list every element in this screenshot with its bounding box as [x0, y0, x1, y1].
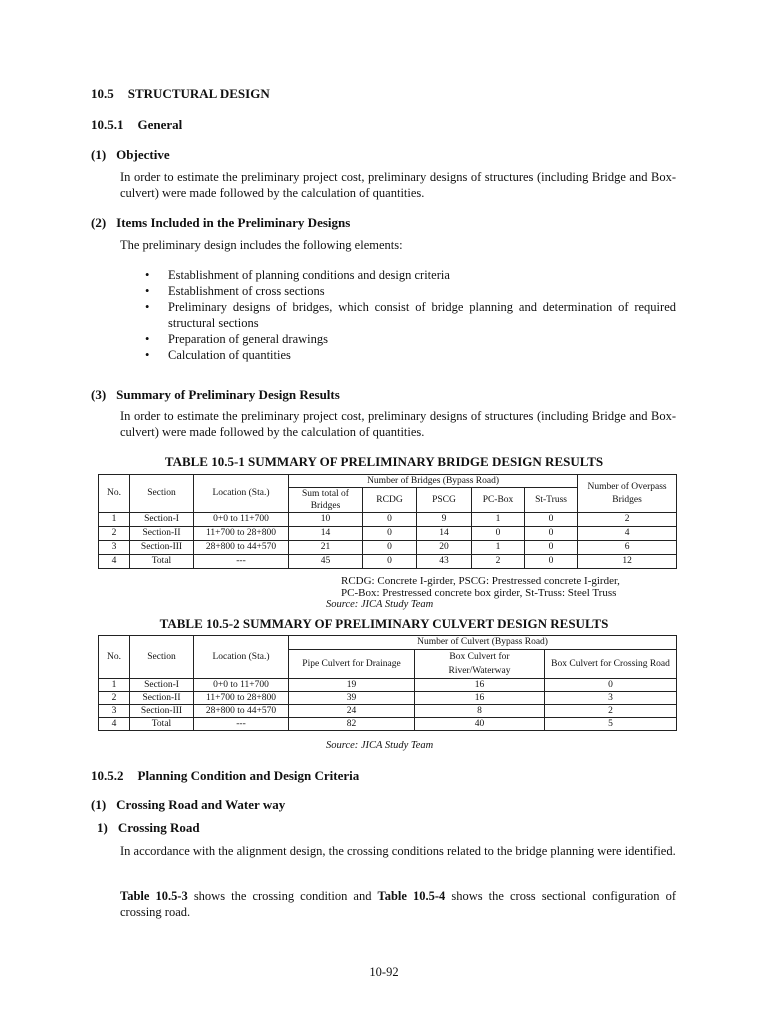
cell: --- — [194, 718, 289, 731]
cell: 4 — [578, 527, 677, 541]
cell: 16 — [415, 692, 545, 705]
cell: 20 — [417, 541, 472, 555]
section-heading: 10.5 STRUCTURAL DESIGN — [91, 86, 270, 101]
table1-source: Source: JICA Study Team — [326, 599, 434, 610]
cell: 0 — [363, 513, 417, 527]
cell: 11+700 to 28+800 — [194, 692, 289, 705]
col-header-rcdg: RCDG — [363, 488, 417, 513]
cell: 9 — [417, 513, 472, 527]
cell: 0 — [363, 527, 417, 541]
cell: 1 — [99, 679, 130, 692]
table2-title: TABLE 10.5-2 SUMMARY OF PRELIMINARY CULVERT DESIGN RESULTS — [159, 616, 609, 631]
col-header-box-crossing: Box Culvert for Crossing Road — [545, 650, 677, 679]
cell: 0 — [525, 513, 578, 527]
cell: 43 — [417, 555, 472, 569]
table-row — [99, 555, 677, 569]
page-number: 10-92 — [369, 965, 399, 979]
cell: 2 — [545, 705, 677, 718]
cell: 2 — [99, 692, 130, 705]
cell: 6 — [578, 541, 677, 555]
cell: 0 — [363, 555, 417, 569]
table-row — [99, 513, 677, 527]
cell: 0 — [525, 541, 578, 555]
cell: 0 — [545, 679, 677, 692]
col-header-struss: St-Truss — [525, 488, 578, 513]
items-heading: (2) Items Included in the Preliminary Designs — [91, 215, 351, 230]
col-header-no: No. — [99, 475, 130, 513]
cell: 0+0 to 11+700 — [194, 679, 289, 692]
table-row — [99, 718, 677, 731]
cell: 3 — [545, 692, 677, 705]
cell: 3 — [99, 705, 130, 718]
cell: Section-II — [130, 527, 194, 541]
cell: 45 — [289, 555, 363, 569]
cell: 11+700 to 28+800 — [194, 527, 289, 541]
cell: 19 — [289, 679, 415, 692]
cell: 14 — [289, 527, 363, 541]
table1-title: TABLE 10.5-1 SUMMARY OF PRELIMINARY BRIDGE DESIGN RESULTS — [164, 454, 604, 469]
col-header-group: Number of Bridges (Bypass Road) — [289, 475, 578, 488]
crossing-road-text: In accordance with the alignment design, the crossing conditions related to the bridge planning were identified. — [120, 844, 676, 858]
cell: Total — [130, 555, 194, 569]
cell: Section-I — [130, 513, 194, 527]
col-header-overpass: Number of Overpass Bridges — [578, 475, 677, 513]
list-item: • Preparation of general drawings — [145, 332, 329, 346]
list-item: • Establishment of planning conditions and design criteria — [145, 268, 450, 282]
cell: 82 — [289, 718, 415, 731]
col-header-pcbox: PC-Box — [472, 488, 525, 513]
bridge-summary-table — [98, 474, 677, 569]
cell: 1 — [472, 541, 525, 555]
cell: 0 — [472, 527, 525, 541]
subsection2-heading: 10.5.2 Planning Condition and Design Criteria — [91, 768, 360, 783]
cell: --- — [194, 555, 289, 569]
col-header-box-river: Box Culvert for River/Waterway — [415, 650, 545, 679]
crossing-road-heading: 1) Crossing Road — [97, 820, 200, 835]
cell: 12 — [578, 555, 677, 569]
list-item: • Establishment of cross sections — [145, 284, 325, 298]
col-header-location: Location (Sta.) — [194, 475, 289, 513]
bullet-list — [145, 267, 676, 363]
table1-note-1: RCDG: Concrete I-girder, PSCG: Prestressed concrete I-girder, — [341, 575, 620, 587]
cell: Total — [130, 718, 194, 731]
table-row — [99, 527, 677, 541]
cell: 28+800 to 44+570 — [194, 705, 289, 718]
cell: 39 — [289, 692, 415, 705]
table-ref-link: Table 10.5-3 — [120, 889, 188, 903]
cell: 8 — [415, 705, 545, 718]
cell: 16 — [415, 679, 545, 692]
cell: 10 — [289, 513, 363, 527]
col-header-pscg: PSCG — [417, 488, 472, 513]
cell: Section-II — [130, 692, 194, 705]
table1-note-2: PC-Box: Prestressed concrete box girder, St-Truss: Steel Truss — [341, 587, 617, 599]
cell: 0 — [363, 541, 417, 555]
cell: 1 — [99, 513, 130, 527]
col-header-pipe: Pipe Culvert for Drainage — [289, 650, 415, 679]
col-header-group: Number of Culvert (Bypass Road) — [289, 636, 677, 650]
summary-text: In order to estimate the preliminary project cost, preliminary designs of structures (including Bridge and Box-culvert) were made followed by the calculation of quantities. — [120, 409, 676, 439]
table-row — [99, 705, 677, 718]
list-item: • Preliminary designs of bridges, which consist of bridge planning and determination of required structural sections — [145, 300, 676, 330]
cell: 2 — [578, 513, 677, 527]
crossing-heading: (1) Crossing Road and Water way — [91, 797, 286, 812]
objective-text: In order to estimate the preliminary project cost, preliminary designs of structures (including Bridge and Box-culvert) were made followed by the calculation of quantities. — [120, 170, 676, 200]
cell: 3 — [99, 541, 130, 555]
table-row — [99, 541, 677, 555]
subsection-heading: 10.5.1 General — [91, 117, 183, 132]
cell: Section-III — [130, 541, 194, 555]
cell: 0 — [525, 527, 578, 541]
cell: 5 — [545, 718, 677, 731]
cell: 2 — [99, 527, 130, 541]
objective-heading: (1) Objective — [91, 147, 170, 162]
cell: Section-I — [130, 679, 194, 692]
table-row — [99, 679, 677, 692]
col-header-section: Section — [130, 636, 194, 679]
list-item: • Calculation of quantities — [145, 348, 291, 362]
cell: 4 — [99, 718, 130, 731]
cell: Section-III — [130, 705, 194, 718]
col-header-location: Location (Sta.) — [194, 636, 289, 679]
cell: 0+0 to 11+700 — [194, 513, 289, 527]
cell: 21 — [289, 541, 363, 555]
cell: 4 — [99, 555, 130, 569]
summary-heading: (3) Summary of Preliminary Design Results — [91, 387, 340, 402]
cell: 24 — [289, 705, 415, 718]
col-header-no: No. — [99, 636, 130, 679]
crossing-road-reference: Table 10.5-3 shows the crossing condition and Table 10.5-4 shows the cross sectional configuration of crossing road. — [120, 889, 677, 919]
cell: 1 — [472, 513, 525, 527]
table2-source: Source: JICA Study Team — [326, 740, 434, 751]
items-intro: The preliminary design includes the following elements: — [120, 238, 403, 252]
col-header-sum: Sum total of Bridges — [289, 488, 363, 513]
col-header-section: Section — [130, 475, 194, 513]
cell: 0 — [525, 555, 578, 569]
table-ref-link: Table 10.5-4 — [377, 889, 446, 903]
cell: 40 — [415, 718, 545, 731]
cell: 14 — [417, 527, 472, 541]
cell: 28+800 to 44+570 — [194, 541, 289, 555]
cell: 2 — [472, 555, 525, 569]
culvert-summary-table — [98, 635, 677, 731]
table-row — [99, 692, 677, 705]
